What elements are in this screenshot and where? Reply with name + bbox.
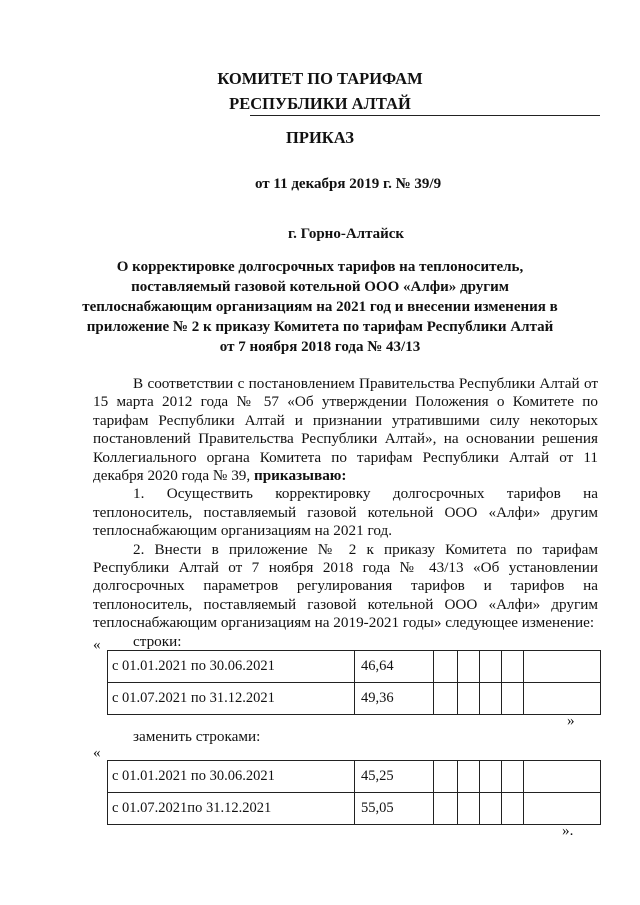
empty-cell [524,683,601,715]
empty-cell [502,651,524,683]
period-cell: с 01.01.2021 по 30.06.2021 [108,651,355,683]
empty-cell [434,683,458,715]
value-cell: 45,25 [355,761,434,793]
close-quote-final: ». [562,822,574,839]
period-cell: с 01.07.2021по 31.12.2021 [108,793,355,825]
empty-cell [480,651,502,683]
rows-label: строки: [133,632,182,650]
table-row [108,761,601,793]
value-cell: 46,64 [355,651,434,683]
table-row [108,651,601,683]
empty-cell [434,651,458,683]
committee-name-line1: КОМИТЕТ ПО ТАРИФАМ [217,69,423,88]
preamble-paragraph [93,375,598,485]
subject-line: от 7 ноября 2018 года № 43/13 [219,339,421,355]
subject-line: О корректировке долгосрочных тарифов на теплоноситель, [116,259,524,275]
subject-line: теплоснабжающим организациям на 2021 год и внесении изменения в [82,299,558,315]
empty-cell [502,793,524,825]
empty-cell [524,761,601,793]
new-tariff-table [107,760,601,825]
document-type: ПРИКАЗ [286,128,354,147]
committee-name-line2: РЕСПУБЛИКИ АЛТАЙ [229,94,411,113]
close-quote: » [567,712,575,729]
replace-label: заменить строками: [133,728,261,745]
empty-cell [458,651,480,683]
preamble-bold: приказываю: [253,467,347,485]
city: г. Горно-Алтайск [288,226,405,242]
old-tariff-table [107,650,601,715]
empty-cell [480,793,502,825]
period-cell: с 01.01.2021 по 30.06.2021 [108,761,355,793]
subject-line: приложение № 2 к приказу Комитета по тарифам Республики Алтай [86,319,554,335]
period-cell: с 01.07.2021 по 31.12.2021 [108,683,355,715]
order-body [93,375,598,651]
header-underline [250,115,600,116]
empty-cell [502,761,524,793]
value-cell: 49,36 [355,683,434,715]
open-quote: « [93,636,101,653]
empty-cell [524,793,601,825]
preamble-text: В соответствии с постановлением Правительства Республики Алтай от 15 марта 2012 года № 57 «Об утверждении Положения о Комитете по тарифам Республики Алтай и признании утратившими силу некоторых постановлений Правительства Республики Алтай», на основании решения Коллегиального органа Комитета по тарифам Республики Алтай от 11 декабря 2020 года № 39, [93,375,598,485]
table-row [108,683,601,715]
empty-cell [458,683,480,715]
empty-cell [480,761,502,793]
table-row [108,793,601,825]
empty-cell [458,761,480,793]
empty-cell [458,793,480,825]
empty-cell [434,761,458,793]
value-cell: 55,05 [355,793,434,825]
empty-cell [434,793,458,825]
item-2-paragraph: 2. Внести в приложение № 2 к приказу Комитета по тарифам Республики Алтай от 7 ноября 2018 года № 43/13 «Об установлении долгосрочных параметров регулирования тарифов и тарифов на теплоноситель, поставляемый газовой котельной ООО «Алфи» другим теплоснабжающим организациям на 2019-2021 годы» следующее изменение: [93,540,598,632]
empty-cell [502,683,524,715]
open-quote: « [93,744,101,761]
date-number: от 11 декабря 2019 г. № 39/9 [255,176,442,192]
subject-line: поставляемый газовой котельной ООО «Алфи» другим [131,279,509,295]
empty-cell [524,651,601,683]
order-subject [60,257,580,357]
item-1-paragraph: 1. Осуществить корректировку долгосрочных тарифов на теплоноситель, поставляемый газовой котельной ООО «Алфи» другим теплоснабжающим организациям на 2021 год. [93,485,598,540]
empty-cell [480,683,502,715]
